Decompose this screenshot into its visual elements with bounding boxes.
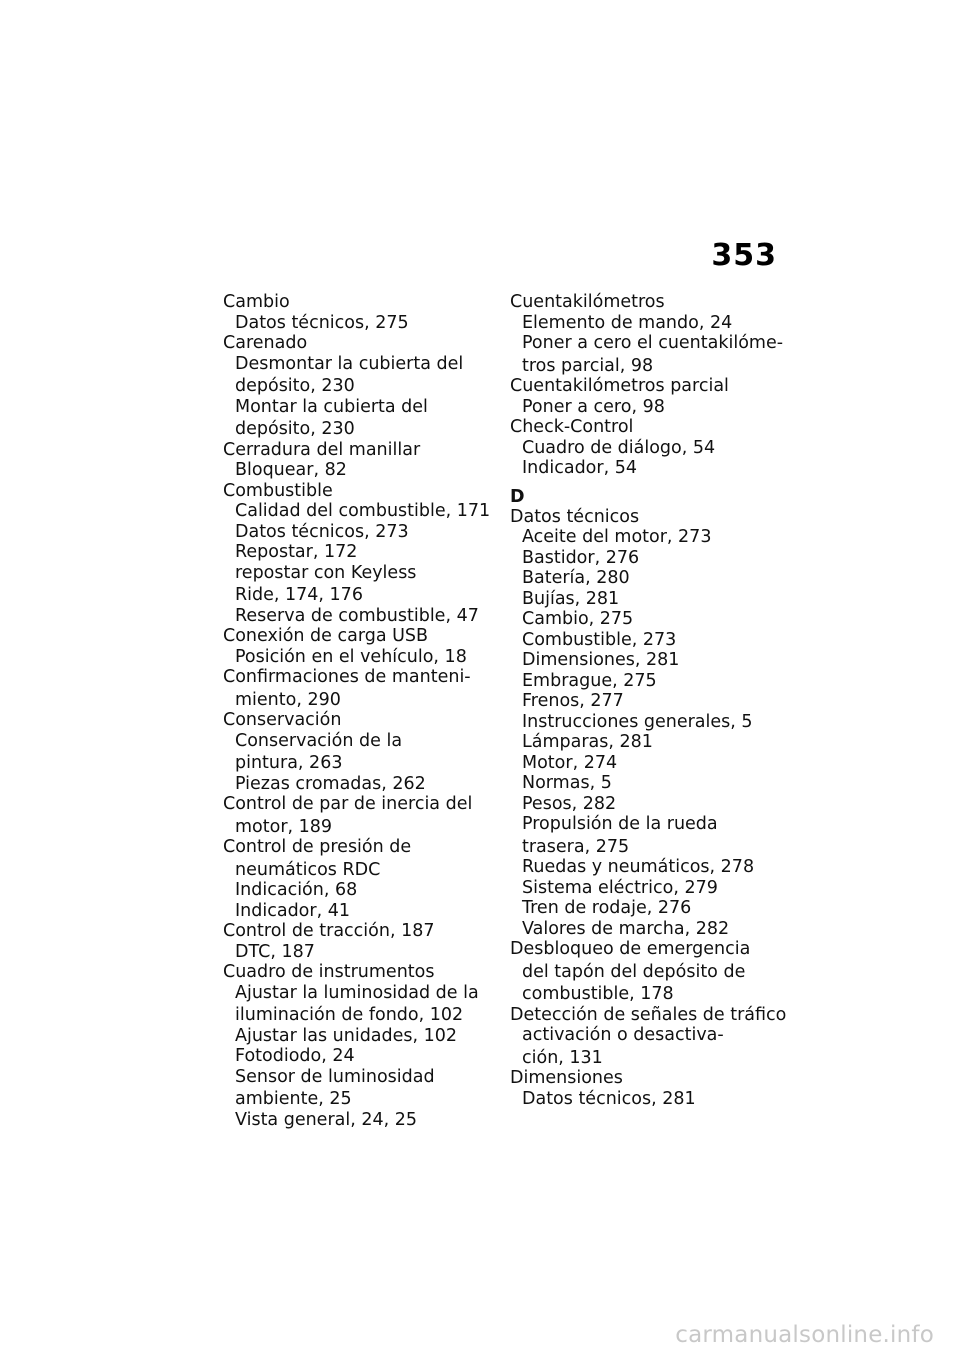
index-subentry-text: Fotodiodo, 24 [235,1046,355,1066]
index-subentry [510,333,790,376]
index-subentry [510,527,790,548]
index-heading: Check-Control [510,417,634,437]
index-subentry [223,1067,498,1110]
index-subentry-text: Pesos, 282 [522,793,617,814]
index-subentry [510,671,790,692]
index-entry [510,417,790,479]
index-subentry-text: depósito, 230 [235,419,355,439]
index-subentry [510,568,790,589]
index-entry [223,837,498,921]
index-heading: Cambio [223,292,290,312]
index-subentry-text: Combustible, 273 [522,629,677,650]
index-subentry [223,1026,498,1047]
index-subentry [223,354,498,397]
index-heading: Carenado [223,333,308,353]
index-subentry-text: Conservación de la [235,730,403,751]
index-subentry-text: trasera, 275 [522,836,630,857]
index-subentry [510,732,790,753]
index-subentry-text: Indicación, 68 [235,880,358,900]
index-subentry-text: Datos técnicos, 281 [522,1088,696,1109]
index-subentry-text: Poner a cero el cuentakilóme- [522,333,784,353]
index-heading: Datos técnicos [510,506,640,527]
index-subentry-text: Desmontar la cubierta del [235,353,464,374]
index-entry [223,481,498,627]
index-entry [223,667,498,710]
index-heading: Confirmaciones de manteni- [223,667,471,687]
index-subentry [223,1046,498,1067]
index-heading: motor, 189 [235,816,333,837]
index-entry [510,939,790,1005]
index-subentry-text: tros parcial, 98 [522,355,654,376]
index-subentry [223,501,498,522]
page-number: 353 [711,238,777,273]
index-subentry-text: Frenos, 277 [522,691,624,711]
index-entry [510,292,790,376]
index-subentry [510,794,790,815]
index-column-left [223,292,498,1130]
index-subentry-text: Elemento de mando, 24 [522,312,733,333]
index-subentry [223,313,498,334]
index-entry [223,710,498,794]
index-subentry-text: Dimensiones, 281 [522,650,680,670]
index-subentry-text: DTC, 187 [235,941,315,962]
index-subentry-text: activación o desactiva- [522,1025,724,1045]
index-subentry [510,458,790,479]
index-section-letter: D [510,486,525,507]
index-subentry [510,313,790,334]
index-subentry [223,901,498,922]
index-subentry [510,438,790,459]
index-subentry [223,563,498,606]
index-heading: Desbloqueo de emergencia [510,939,751,959]
index-subentry [510,814,790,857]
index-subentry [223,542,498,563]
index-subentry [510,898,790,919]
index-subentry-text: Tren de rodaje, 276 [522,898,692,918]
index-heading: Conservación [223,710,342,730]
index-column-right [510,292,790,1109]
index-entry [223,626,498,667]
index-subentry-text: Piezas cromadas, 262 [235,773,426,794]
index-subentry [510,773,790,794]
watermark-text: carmanualsonline.info [675,1322,934,1348]
index-heading: Cuadro de instrumentos [223,962,435,982]
index-entry [510,1068,790,1109]
index-subentry [510,857,790,878]
index-entry [510,507,790,940]
index-subentry-text: Poner a cero, 98 [522,396,665,417]
index-subentry-text: Vista general, 24, 25 [235,1109,418,1130]
index-subentry [223,460,498,481]
index-subentry [223,880,498,901]
index-entry [223,794,498,837]
index-subentry-text: depósito, 230 [235,376,355,396]
index-heading: Dimensiones [510,1068,623,1088]
index-subentry-text: Datos técnicos, 273 [235,521,409,542]
index-subentry-text: Sensor de luminosidad [235,1066,435,1087]
index-subentry [223,1110,498,1131]
index-subentry-text: ción, 131 [522,1047,603,1068]
index-subentry-text: Bujías, 281 [522,588,620,609]
index-subentry-text: Aceite del motor, 273 [522,527,712,547]
index-subentry-text: Calidad del combustible, 171 [235,501,491,521]
index-subentry [510,650,790,671]
index-subentry-text: pintura, 263 [235,753,343,773]
index-subentry [510,630,790,651]
index-subentry [510,1025,790,1068]
index-entry [510,1005,790,1069]
index-subentry-text: Ruedas y neumáticos, 278 [522,857,755,877]
index-subentry-text: Valores de marcha, 282 [522,918,730,939]
index-heading: miento, 290 [235,689,341,710]
index-subentry [510,919,790,940]
index-subentry-text: Sistema eléctrico, 279 [522,877,718,898]
index-subentry-text: Bastidor, 276 [522,547,640,568]
index-subentry-text: Batería, 280 [522,568,630,588]
index-heading: Combustible [223,480,333,501]
index-entry [223,292,498,333]
index-entry [223,440,498,481]
index-heading: Control de tracción, 187 [223,921,435,941]
index-subentry [510,548,790,569]
index-entry [223,333,498,440]
index-subentry-text: repostar con Keyless [235,562,417,583]
index-entry [510,376,790,417]
index-subentry-text: Ajustar las unidades, 102 [235,1025,458,1046]
index-subentry [510,1089,790,1110]
index-heading: Cuentakilómetros parcial [510,376,729,396]
index-subentry-text: Embrague, 275 [522,670,657,691]
index-subentry [510,753,790,774]
index-heading: Control de presión de [223,837,412,857]
index-subentry-text: Bloquear, 82 [235,460,347,480]
index-subentry [223,522,498,543]
index-subentry [223,774,498,795]
index-subentry-text: Normas, 5 [522,773,612,793]
index-subentry-text: Cuadro de diálogo, 54 [522,437,716,458]
index-heading: combustible, 178 [522,984,674,1004]
index-subentry [223,731,498,774]
index-subentry-text: Datos técnicos, 275 [235,312,409,333]
index-subentry-text: Propulsión de la rueda [522,814,718,834]
index-entry [223,921,498,962]
index-subentry [223,942,498,963]
index-heading: Cerradura del manillar [223,439,421,460]
index-subentry [510,878,790,899]
index-subentry-text: Ajustar la luminosidad de la [235,982,479,1003]
index-subentry-text: Indicador, 41 [235,900,350,921]
index-subentry-text: Indicador, 54 [522,458,637,478]
index-subentry-text: Ride, 174, 176 [235,585,363,605]
index-subentry-text: Motor, 274 [522,752,618,773]
index-subentry-text: Reserva de combustible, 47 [235,605,479,626]
index-subentry [510,609,790,630]
index-subentry-text: Posición en el vehículo, 18 [235,646,467,667]
index-subentry [223,647,498,668]
index-subentry [510,712,790,733]
index-entry [223,962,498,1130]
index-subentry-text: Instrucciones generales, 5 [522,711,753,732]
index-subentry [510,397,790,418]
index-heading: Control de par de inercia del [223,794,473,814]
index-subentry-text: ambiente, 25 [235,1089,352,1109]
index-subentry [510,589,790,610]
index-heading: Cuentakilómetros [510,292,665,312]
index-subentry-text: Cambio, 275 [522,609,634,629]
index-subentry-text: Montar la cubierta del [235,396,428,417]
index-heading: del tapón del depósito de [522,961,746,982]
index-subentry-text: Repostar, 172 [235,542,358,562]
index-subentry-text: iluminación de fondo, 102 [235,1005,464,1025]
index-subentry [510,691,790,712]
index-heading: neumáticos RDC [235,859,381,880]
index-subentry [223,397,498,440]
index-subentry [223,606,498,627]
index-subentry [223,983,498,1026]
index-subentry-text: Lámparas, 281 [522,732,653,752]
index-heading: Detección de señales de tráfico [510,1004,787,1025]
index-heading: Conexión de carga USB [223,626,429,646]
